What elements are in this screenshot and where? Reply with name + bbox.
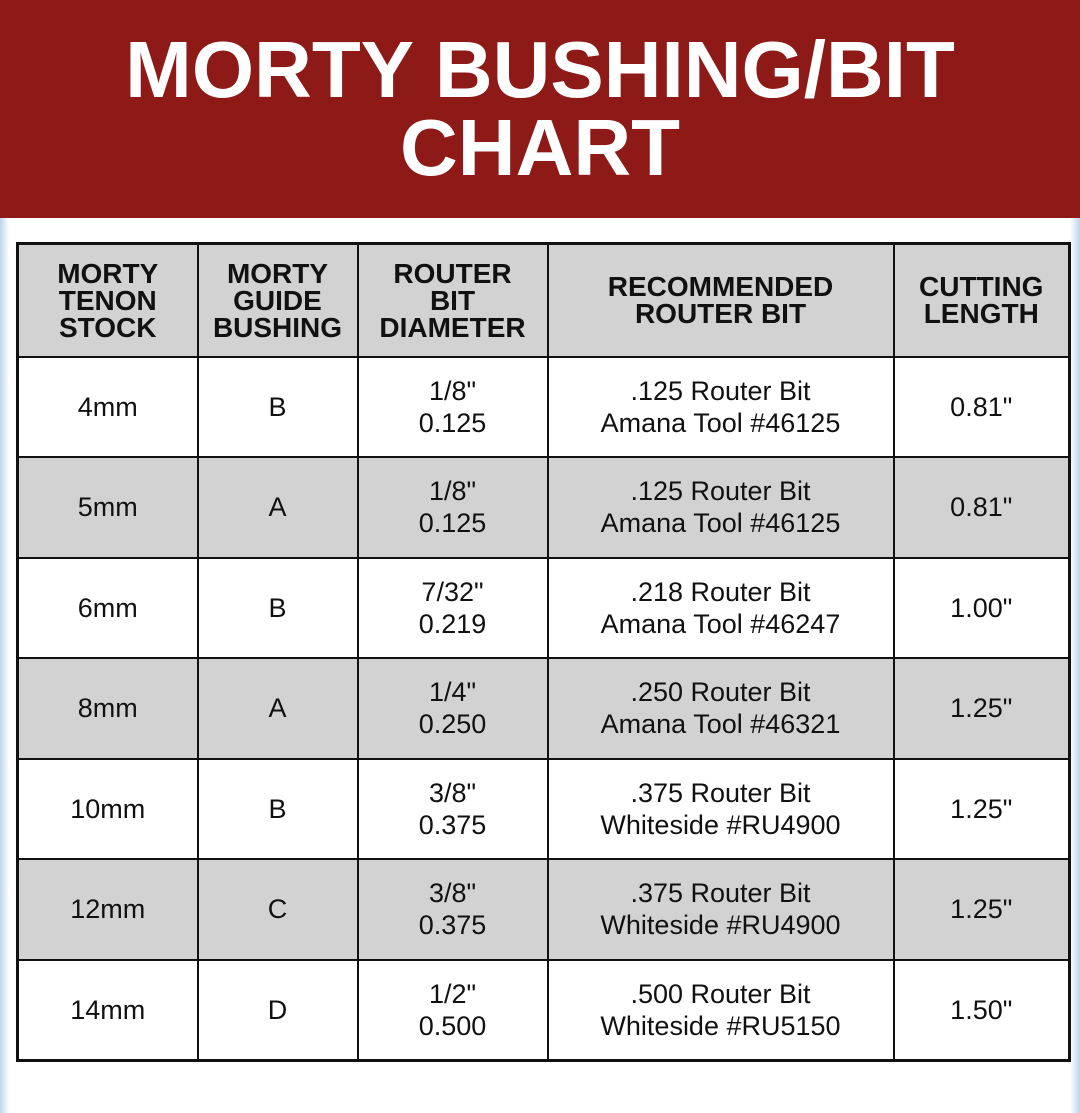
title-banner (0, 0, 1080, 218)
bit-diameter-cell: 7/32" 0.219 (358, 558, 548, 659)
left-edge-shadow (0, 218, 9, 1113)
table-row (18, 457, 1070, 558)
recommended-bit-cell: .375 Router Bit Whiteside #RU4900 (548, 759, 894, 860)
header-recommended-bit: RECOMMENDED ROUTER BIT (548, 244, 894, 357)
header-tenon-stock: MORTY TENON STOCK (18, 244, 198, 357)
guide-bushing-cell: D (198, 960, 358, 1061)
recommended-bit-cell: .250 Router Bit Amana Tool #46321 (548, 658, 894, 759)
cutting-length-cell: 1.25" (894, 759, 1070, 860)
cutting-length-cell: 0.81" (894, 457, 1070, 558)
recommended-bit-cell: .375 Router Bit Whiteside #RU4900 (548, 859, 894, 960)
guide-bushing-cell: B (198, 357, 358, 458)
bit-diameter-cell: 3/8" 0.375 (358, 759, 548, 860)
bit-diameter-cell: 3/8" 0.375 (358, 859, 548, 960)
table-header-row (18, 244, 1070, 357)
cutting-length-cell: 1.00" (894, 558, 1070, 659)
guide-bushing-cell: B (198, 558, 358, 659)
tenon-stock-cell: 14mm (18, 960, 198, 1061)
bushing-bit-table (16, 242, 1071, 1062)
right-edge-shadow (1070, 218, 1080, 1113)
header-guide-bushing: MORTY GUIDE BUSHING (198, 244, 358, 357)
recommended-bit-cell: .500 Router Bit Whiteside #RU5150 (548, 960, 894, 1061)
header-cutting-length: CUTTING LENGTH (894, 244, 1070, 357)
header-bit-diameter: ROUTER BIT DIAMETER (358, 244, 548, 357)
bit-diameter-cell: 1/4" 0.250 (358, 658, 548, 759)
cutting-length-cell: 1.50" (894, 960, 1070, 1061)
table-row (18, 759, 1070, 860)
guide-bushing-cell: A (198, 658, 358, 759)
guide-bushing-cell: C (198, 859, 358, 960)
tenon-stock-cell: 8mm (18, 658, 198, 759)
recommended-bit-cell: .125 Router Bit Amana Tool #46125 (548, 357, 894, 458)
table-row (18, 558, 1070, 659)
table-row (18, 357, 1070, 458)
bit-diameter-cell: 1/8" 0.125 (358, 357, 548, 458)
tenon-stock-cell: 4mm (18, 357, 198, 458)
recommended-bit-cell: .125 Router Bit Amana Tool #46125 (548, 457, 894, 558)
cutting-length-cell: 1.25" (894, 658, 1070, 759)
cutting-length-cell: 1.25" (894, 859, 1070, 960)
bit-diameter-cell: 1/2" 0.500 (358, 960, 548, 1061)
page-title-line-1: MORTY BUSHING/BIT (125, 25, 955, 114)
table-row (18, 859, 1070, 960)
table-row (18, 960, 1070, 1061)
guide-bushing-cell: B (198, 759, 358, 860)
tenon-stock-cell: 12mm (18, 859, 198, 960)
table-body (18, 357, 1070, 1061)
tenon-stock-cell: 10mm (18, 759, 198, 860)
page-title-line-2: CHART (400, 103, 680, 192)
tenon-stock-cell: 6mm (18, 558, 198, 659)
tenon-stock-cell: 5mm (18, 457, 198, 558)
bit-diameter-cell: 1/8" 0.125 (358, 457, 548, 558)
table-row (18, 658, 1070, 759)
cutting-length-cell: 0.81" (894, 357, 1070, 458)
guide-bushing-cell: A (198, 457, 358, 558)
recommended-bit-cell: .218 Router Bit Amana Tool #46247 (548, 558, 894, 659)
